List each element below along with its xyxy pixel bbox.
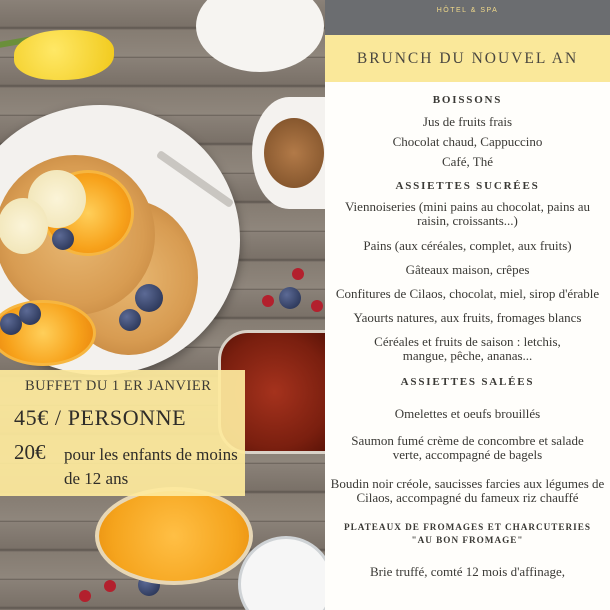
blueberry-image (52, 228, 74, 250)
hotel-label: HÔTEL & SPA (436, 7, 499, 14)
menu-item: Gâteaux maison, crêpes (405, 262, 530, 277)
blueberry-image (119, 309, 141, 331)
section-title: BOISSONS (432, 94, 503, 106)
yogurt-bowl-image (238, 536, 325, 610)
blueberry-image (19, 303, 41, 325)
menu-item: Viennoiseries (mini pains au chocolat, pains au raisin, croissants...) (344, 199, 591, 228)
tulip-image (14, 30, 114, 80)
menu-item: Omelettes et oeufs brouillés (394, 406, 541, 421)
kids-price: 20€ (14, 440, 46, 464)
menu-item: Confitures de Cilaos, chocolat, miel, sirop d'érable (335, 286, 600, 301)
menu-item: Saumon fumé crème de concombre et salade verte, accompagné de bagels (351, 433, 584, 462)
menu-list (325, 94, 610, 579)
menu-item: Café, Thé (441, 154, 494, 169)
section-title: ASSIETTES SALÉES (400, 376, 535, 388)
menu-item: Pains (aux céréales, complet, aux fruits) (363, 238, 572, 253)
section-subtitle: "AU BON FROMAGE" (411, 535, 524, 545)
menu-title: BRUNCH DU NOUVEL AN (356, 50, 579, 67)
banana-slice-image (0, 198, 48, 254)
buffet-price-box (0, 370, 245, 496)
menu-item: Céréales et fruits de saison : letchis, mangue, pêche, ananas... (374, 334, 561, 363)
menu-item: Brie truffé, comté 12 mois d'affinage, (370, 564, 565, 579)
section-title: PLATEAUX DE FROMAGES ET CHARCUTERIES (343, 522, 591, 532)
section-title: ASSIETTES SUCRÉES (395, 180, 540, 192)
buffet-title: BUFFET DU 1 ER JANVIER (25, 378, 212, 394)
cranberry-image (79, 590, 91, 602)
orange-juice-image (95, 487, 253, 585)
menu-title-banner (325, 35, 610, 82)
adult-price: 45€ / PERSONNE (14, 405, 187, 430)
cranberry-image (104, 580, 116, 592)
menu-item: Jus de fruits frais (422, 114, 513, 129)
menu-item: Chocolat chaud, Cappuccino (392, 134, 543, 149)
menu-item: Boudin noir créole, saucisses farcies aux légumes de Cilaos, accompagné du fameux riz chauffé (330, 476, 605, 505)
menu-item: Yaourts natures, aux fruits, fromages blancs (353, 310, 582, 325)
kids-price-text: pour les enfants de moins de 12 ans (64, 445, 238, 488)
hotel-header (325, 0, 610, 35)
blueberry-image (135, 284, 163, 312)
menu-panel (325, 0, 610, 610)
cranberry-image (311, 300, 323, 312)
blueberry-image (279, 287, 301, 309)
cranberry-image (262, 295, 274, 307)
cranberry-image (292, 268, 304, 280)
coffee-cup-image (196, 0, 324, 72)
nuts-image (264, 118, 324, 188)
